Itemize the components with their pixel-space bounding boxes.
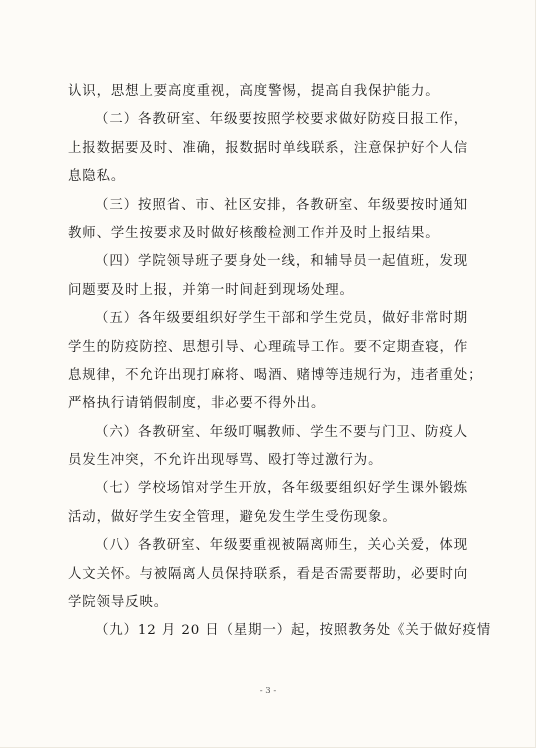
body-text bbox=[68, 78, 492, 646]
text-line: 学生的防疫防控、思想引导、心理疏导工作。要不定期查寝，作 bbox=[68, 339, 469, 355]
text-line: 问题要及时上报，并第一时间赶到现场处理。 bbox=[68, 282, 354, 298]
text-line: 息规律，不允许出现打麻将、喝酒、赌博等违规行为，违者重处； bbox=[68, 367, 483, 383]
text-line: （三）按照省、市、社区安排，各教研室、年级要按时通知 bbox=[95, 197, 468, 213]
text-line: 认识，思想上要高度重视，高度警惕，提高自我保护能力。 bbox=[68, 84, 440, 99]
page-number: - 3 - bbox=[259, 686, 277, 696]
text-line: 员发生冲突，不允许出现辱骂、殴打等过激行为。 bbox=[68, 453, 383, 469]
text-line: （六）各教研室、年级叮嘱教师、学生不要与门卫、防疫人 bbox=[95, 424, 468, 440]
text-line: 上报数据要及时、准确，报数据时单线联系，注意保护好个人信 bbox=[68, 140, 469, 156]
text-line: （七）学校场馆对学生开放，各年级要组织好学生课外锻炼 bbox=[95, 481, 468, 497]
text-line: 教师、学生按要求及时做好核酸检测工作并及时上报结果。 bbox=[68, 225, 440, 241]
text-line: （九）12 月 20 日（星期一）起，按照教务处《关于做好疫情 bbox=[95, 623, 492, 639]
text-line: （二）各教研室、年级要按照学校要求做好防疫日报工作， bbox=[95, 112, 468, 128]
text-line: 息隐私。 bbox=[68, 169, 126, 185]
text-line: （八）各教研室、年级要重视被隔离师生，关心关爱，体现 bbox=[95, 538, 468, 554]
text-line: 活动，做好学生安全管理，避免发生学生受伤现象。 bbox=[68, 509, 397, 525]
text-line: 学院领导反映。 bbox=[68, 595, 169, 611]
text-line: 严格执行请销假制度，非必要不得外出。 bbox=[68, 396, 326, 412]
text-line: 人文关怀。与被隔离人员保持联系，看是否需要帮助，必要时向 bbox=[68, 566, 469, 582]
text-line: （四）学院领导班子要身处一线，和辅导员一起值班，发现 bbox=[95, 254, 468, 270]
text-line: （五）各年级要组织好学生干部和学生党员，做好非常时期 bbox=[95, 311, 468, 327]
